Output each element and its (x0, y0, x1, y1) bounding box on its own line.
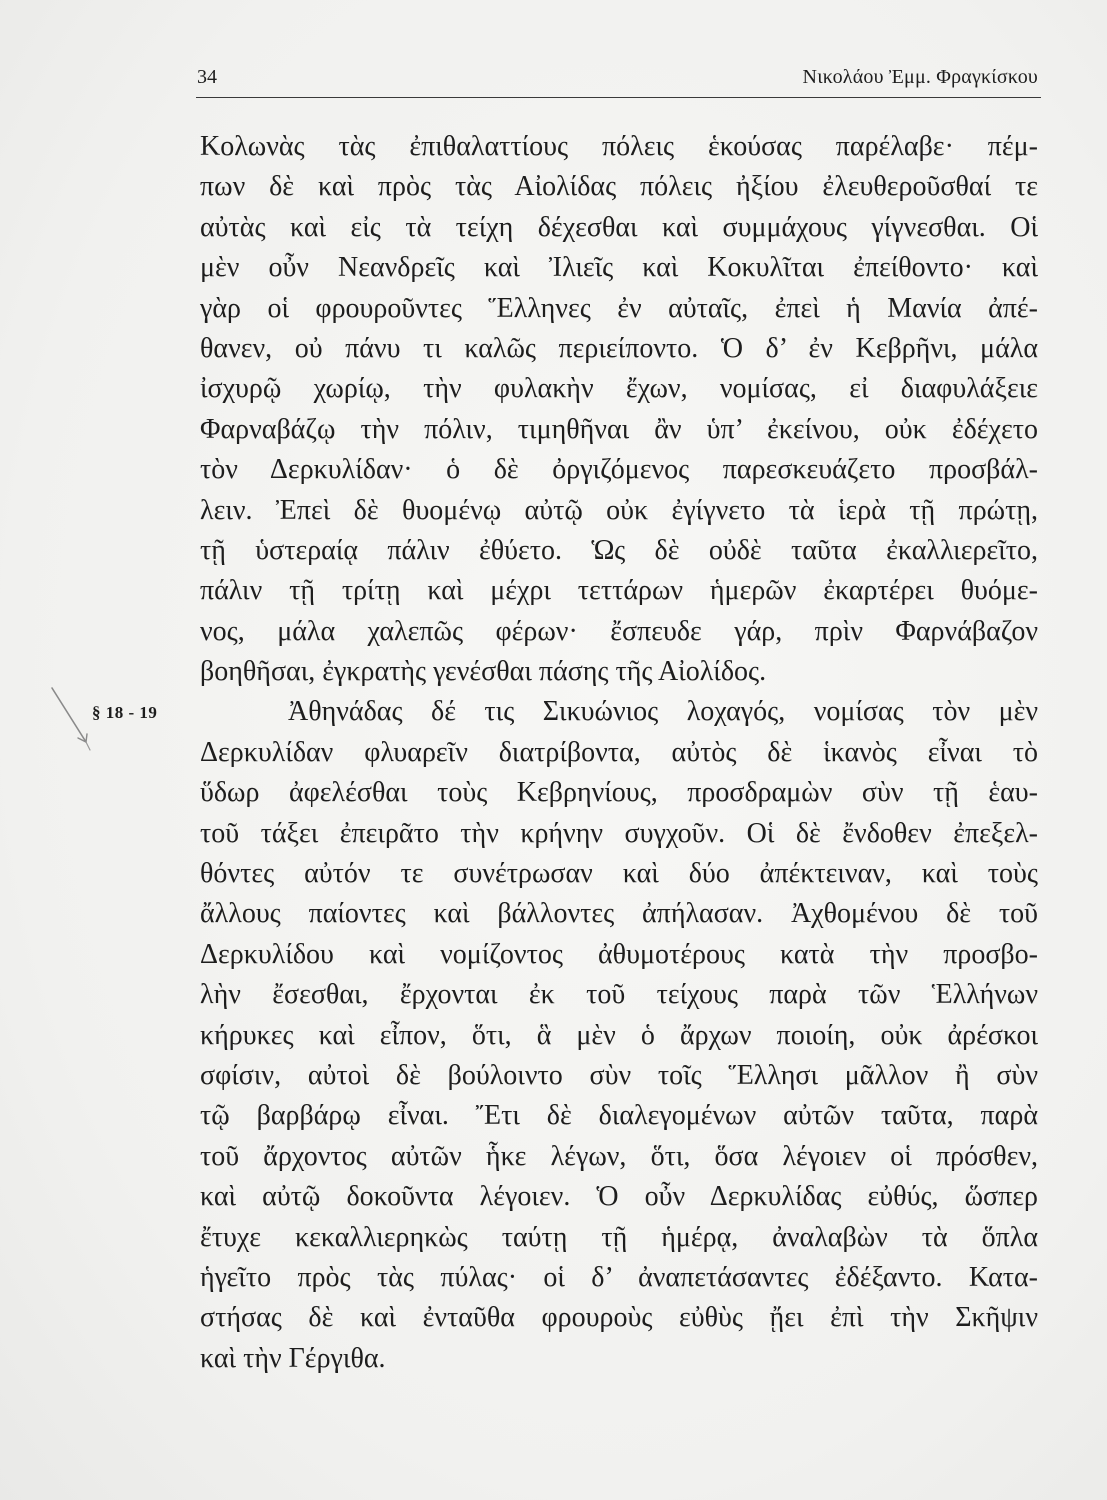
text-line: ἰσχυρῷ χωρίῳ, τὴν φυλακὴν ἔχων, νομίσας, εἰ διαφυλάξειε (200, 373, 1038, 405)
text-line: στήσας δὲ καὶ ἐνταῦθα φρουροὺς εὐθὺς ᾔει ἐπὶ τὴν Σκῆψιν (200, 1302, 1038, 1334)
page-number: 34 (197, 66, 217, 88)
text-line: Κολωνὰς τὰς ἐπιθαλαττίους πόλεις ἑκούσας παρέλαβε· πέμ- (200, 131, 1038, 162)
body-text (200, 127, 1038, 1379)
paragraph-last-line: βοηθῆσαι, ἐγκρατὴς γενέσθαι πάσης τῆς Αἰολίδος. (200, 656, 767, 688)
text-line: καὶ αὐτῷ δοκοῦντα λέγοιεν. Ὁ οὖν Δερκυλίδας εὐθύς, ὥσπερ (200, 1181, 1038, 1213)
text-line: Φαρναβάζῳ τὴν πόλιν, τιμηθῆναι ἂν ὑπ’ ἐκείνου, οὐκ ἐδέχετο (200, 413, 1038, 445)
text-line: αὐτὰς καὶ εἰς τὰ τείχη δέχεσθαι καὶ συμμάχους γίγνεσθαι. Οἱ (200, 211, 1038, 243)
text-line: κήρυκες καὶ εἶπον, ὅτι, ἃ μὲν ὁ ἄρχων ποιοίη, οὐκ ἀρέσκοι (200, 1019, 1038, 1051)
text-line: λὴν ἔσεσθαι, ἔρχονται ἐκ τοῦ τείχους παρὰ τῶν Ἑλλήνων (200, 979, 1038, 1011)
text-line: σφίσιν, αὐτοὶ δὲ βούλοιντο σὺν τοῖς Ἕλλησι μᾶλλον ἢ σὺν (200, 1059, 1038, 1091)
section-margin-note: § 18 - 19 (92, 703, 158, 722)
text-line: τοῦ τάξει ἐπειρᾶτο τὴν κρήνην συγχοῦν. Οἱ δὲ ἔνδοθεν ἐπεξελ- (200, 817, 1038, 849)
text-line: θανεν, οὐ πάνυ τι καλῶς περιείποντο. Ὁ δ’ ἐν Κεβρῆνι, μάλα (200, 332, 1038, 364)
text-line: μὲν οὖν Νεανδρεῖς καὶ Ἰλιεῖς καὶ Κοκυλῖται ἐπείθοντο· καὶ (200, 252, 1038, 284)
text-line: λειν. Ἐπεὶ δὲ θυομένῳ αὐτῷ οὐκ ἐγίγνετο τὰ ἱερὰ τῇ πρώτῃ, (200, 494, 1038, 526)
text-line: πων δὲ καὶ πρὸς τὰς Αἰολίδας πόλεις ἠξίου ἐλευθεροῦσθαί τε (200, 171, 1038, 203)
header-rule (196, 97, 1041, 98)
text-line: ὕδωρ ἀφελέσθαι τοὺς Κεβρηνίους, προσδραμὼν σὺν τῇ ἑαυ- (200, 777, 1038, 809)
text-line: ἔτυχε κεκαλλιερηκὼς ταύτῃ τῇ ἡμέρᾳ, ἀναλαβὼν τὰ ὅπλα (200, 1221, 1038, 1253)
text-line: Δερκυλίδου καὶ νομίζοντος ἀθυμοτέρους κατὰ τὴν προσβο- (200, 938, 1038, 970)
text-line: τὸν Δερκυλίδαν· ὁ δὲ ὀργιζόμενος παρεσκευάζετο προσβάλ- (200, 454, 1038, 486)
paragraph-first-line: Ἀθηνάδας δέ τις Σικυώνιος λοχαγός, νομίσας τὸν μὲν (288, 696, 1038, 728)
text-line: Δερκυλίδαν φλυαρεῖν διατρίβοντα, αὐτὸς δὲ ἱκανὸς εἶναι τὸ (200, 736, 1038, 768)
text-line: νος, μάλα χαλεπῶς φέρων· ἔσπευδε γάρ, πρὶν Φαρνάβαζον (200, 615, 1038, 647)
text-line: πάλιν τῇ τρίτῃ καὶ μέχρι τεττάρων ἡμερῶν ἐκαρτέρει θυόμε- (200, 575, 1038, 607)
running-title: Νικολάου Ἐμμ. Φραγκίσκου (802, 66, 1038, 88)
paragraph-last-line: καὶ τὴν Γέργιθα. (200, 1342, 386, 1374)
pencil-mark (40, 680, 100, 760)
text-line: ἄλλους παίοντες καὶ βάλλοντες ἀπήλασαν. Ἀχθομένου δὲ τοῦ (200, 898, 1038, 930)
text-line: θόντες αὐτόν τε συνέτρωσαν καὶ δύο ἀπέκτειναν, καὶ τοὺς (200, 858, 1038, 890)
text-line: τῇ ὑστεραίᾳ πάλιν ἐθύετο. Ὡς δὲ οὐδὲ ταῦτα ἐκαλλιερεῖτο, (200, 534, 1038, 566)
text-line: γὰρ οἱ φρουροῦντες Ἕλληνες ἐν αὐταῖς, ἐπεὶ ἡ Μανία ἀπέ- (200, 292, 1038, 324)
text-line: ἡγεῖτο πρὸς τὰς πύλας· οἱ δ’ ἀναπετάσαντες ἐδέξαντο. Κατα- (200, 1261, 1038, 1293)
text-line: τῷ βαρβάρῳ εἶναι. Ἔτι δὲ διαλεγομένων αὐτῶν ταῦτα, παρὰ (200, 1100, 1038, 1132)
text-line: τοῦ ἄρχοντος αὐτῶν ἧκε λέγων, ὅτι, ὅσα λέγοιεν οἱ πρόσθεν, (200, 1140, 1038, 1172)
